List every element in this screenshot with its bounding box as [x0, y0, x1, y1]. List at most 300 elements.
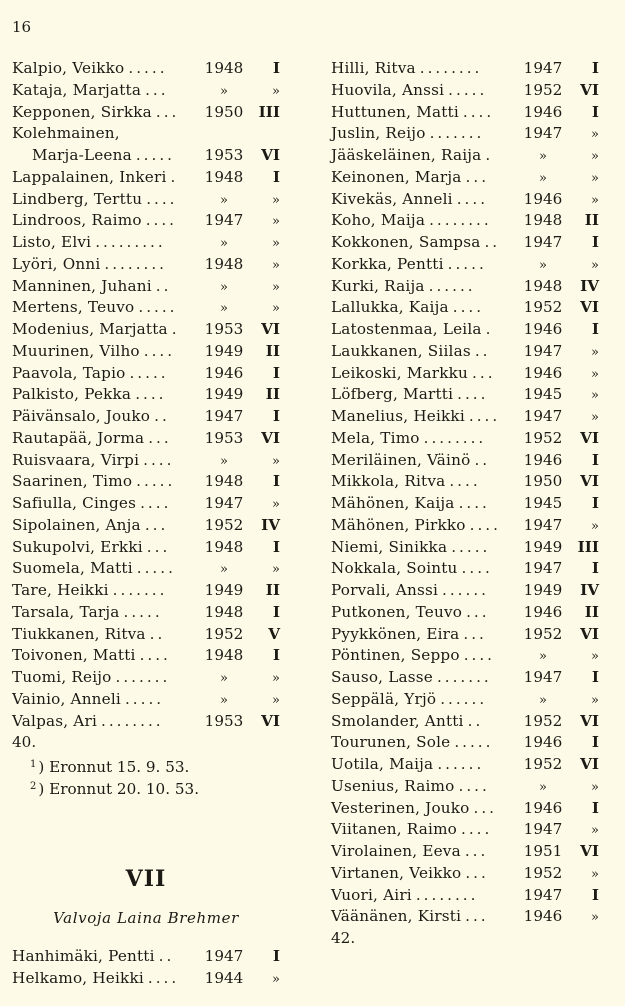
student-name: Kivekäs, Anneli: [331, 189, 453, 208]
student-name: Leikoski, Markku: [331, 363, 469, 382]
student-name: Latostenmaa, Leila: [331, 320, 482, 338]
list-item: [12, 428, 280, 450]
entry-year: »: [539, 692, 547, 708]
leader-dots: ........: [419, 59, 483, 77]
list-item: [331, 167, 599, 189]
list-item: [12, 319, 280, 341]
entry-year: 1946: [523, 907, 563, 926]
student-name: Manninen, Juhani: [12, 276, 152, 295]
class-grade: I: [591, 320, 599, 338]
entry-year: 1952: [523, 624, 563, 643]
left-entries-list: [12, 58, 280, 732]
class-grade: VI: [261, 428, 280, 447]
list-item: [331, 689, 599, 711]
list-item: [12, 580, 280, 602]
list-item: [12, 493, 280, 515]
student-name: Huovila, Anssi: [331, 80, 445, 99]
leader-dots: ..: [474, 450, 491, 469]
student-name: Mertens, Teuvo: [12, 298, 135, 317]
entry-year: »: [220, 562, 228, 578]
list-item: [331, 363, 599, 385]
list-item: [12, 297, 280, 319]
list-item: [331, 580, 599, 602]
leader-dots: ...: [155, 102, 180, 121]
leader-dots: .....: [128, 59, 168, 77]
right-column: [331, 58, 599, 950]
entry-year: 1948: [204, 537, 244, 556]
list-item: [331, 80, 599, 102]
class-grade: »: [272, 257, 280, 273]
class-grade: I: [591, 494, 599, 512]
class-grade: »: [591, 866, 599, 882]
footnote-text: Eronnut 20. 10. 53.: [49, 779, 200, 798]
leader-dots: ........: [104, 254, 168, 273]
student-name: Sipolainen, Anja: [12, 515, 141, 534]
leader-dots: ....: [457, 385, 489, 404]
list-item: [331, 384, 599, 406]
student-name: Mähönen, Pirkko: [331, 515, 466, 534]
entry-year: 1947: [523, 820, 563, 839]
left-count: 40.: [12, 733, 37, 752]
leader-dots: ...: [473, 798, 498, 817]
class-grade: I: [591, 885, 599, 904]
class-grade: I: [591, 798, 599, 817]
list-item: [331, 123, 599, 145]
student-name: Pöntinen, Seppo: [331, 646, 460, 665]
list-item: [331, 558, 599, 580]
list-item: [12, 254, 280, 276]
class-grade: »: [272, 236, 280, 251]
leader-dots: ...: [144, 515, 169, 534]
student-name: Putkonen, Teuvo: [331, 602, 463, 621]
list-item: [331, 297, 599, 319]
entry-year: 1946: [523, 798, 563, 817]
list-item: [12, 471, 280, 493]
leader-dots: ....: [461, 820, 493, 839]
student-name: Sukupolvi, Erkki: [12, 537, 143, 556]
student-name: Lyöri, Onni: [12, 254, 101, 273]
entry-year: 1948: [523, 276, 563, 295]
leader-dots: .....: [454, 733, 494, 752]
right-count: 42.: [331, 929, 356, 947]
section-entries-list: [12, 946, 280, 990]
list-item: [331, 645, 599, 667]
page-number: 16: [12, 18, 32, 36]
class-grade: II: [584, 602, 599, 621]
student-name: Lappalainen, Inkeri: [12, 167, 167, 186]
entry-year: 1952: [523, 428, 563, 447]
student-name: Kolehmainen,: [12, 124, 120, 143]
entry-year: 1947: [204, 407, 244, 425]
class-grade: »: [591, 410, 599, 425]
entry-year: 1947: [204, 211, 244, 230]
class-grade: »: [272, 671, 280, 686]
entry-year: 1947: [523, 124, 563, 143]
class-grade: I: [272, 646, 280, 665]
student-name: Tarsala, Tarja: [12, 602, 120, 621]
leader-dots: ..: [155, 276, 172, 295]
student-name: Saarinen, Timo: [12, 472, 133, 491]
class-grade: VI: [580, 80, 599, 99]
leader-dots: .....: [124, 689, 165, 708]
leader-dots: .....: [138, 298, 178, 317]
list-item: [12, 341, 280, 363]
student-name: Kurki, Raija: [331, 276, 425, 295]
entry-year: 1948: [204, 646, 244, 665]
student-name: Vainio, Anneli: [12, 689, 121, 708]
entry-year: 1944: [204, 968, 244, 987]
entry-year: 1952: [204, 515, 244, 534]
leader-dots: ..: [484, 233, 501, 251]
class-grade: I: [272, 947, 280, 965]
leader-dots: ........: [423, 428, 487, 447]
list-item: [331, 732, 599, 754]
class-grade: IV: [261, 515, 280, 534]
leader-dots: ...: [463, 624, 487, 643]
list-item: [12, 384, 280, 406]
list-item: [331, 145, 599, 167]
section-heading: VII: [125, 866, 167, 892]
list-item: [331, 450, 599, 472]
footnote-marker: 2: [30, 780, 37, 792]
leader-dots: ......: [440, 689, 488, 708]
student-name: Suomela, Matti: [12, 559, 133, 578]
student-name: Kalpio, Veikko: [12, 59, 125, 77]
list-item: [12, 102, 280, 124]
list-item: [331, 667, 599, 689]
student-name: Safiulla, Cinges: [12, 494, 137, 512]
student-name: Löfberg, Martti: [331, 385, 454, 404]
list-item: [331, 428, 599, 450]
student-name: Usenius, Raimo: [331, 776, 455, 795]
entry-year: 1947: [523, 515, 563, 534]
leader-dots: ......: [442, 581, 489, 599]
class-grade: I: [591, 59, 599, 77]
leader-dots: ....: [145, 211, 177, 230]
list-item: [12, 645, 280, 667]
class-grade: »: [591, 823, 599, 839]
class-grade: II: [265, 341, 280, 360]
list-item: [331, 841, 599, 863]
entry-year: »: [539, 649, 547, 665]
student-name: Marja-Leena: [32, 146, 132, 164]
list-item: [331, 276, 599, 298]
class-grade: I: [272, 537, 280, 556]
list-item: [12, 558, 280, 580]
leader-dots: .: [170, 167, 179, 186]
list-item: [331, 254, 599, 276]
class-grade: I: [272, 59, 280, 77]
class-grade: I: [272, 407, 280, 425]
entry-year: 1950: [204, 102, 244, 121]
footnote-2: [12, 776, 280, 798]
entry-year: 1948: [204, 59, 244, 77]
entry-year: 1948: [204, 472, 244, 491]
leader-dots: .....: [136, 559, 176, 578]
list-item: [12, 58, 280, 80]
leader-dots: ....: [461, 559, 493, 578]
leader-dots: ....: [135, 385, 167, 404]
list-item: [12, 667, 280, 689]
entry-year: 1948: [523, 211, 563, 230]
leader-dots: .......: [115, 668, 171, 686]
student-name: Toivonen, Matti: [12, 646, 136, 665]
leader-dots: ........: [101, 711, 164, 730]
student-name: Rautapää, Jorma: [12, 428, 145, 447]
leader-dots: ...: [472, 363, 496, 382]
class-grade: »: [272, 83, 280, 99]
entry-year: 1947: [523, 885, 563, 904]
entry-year: 1946: [523, 363, 563, 382]
class-grade: »: [591, 192, 599, 208]
leader-dots: ..: [158, 947, 175, 965]
student-name: Keinonen, Marja: [331, 167, 462, 186]
student-name: Kokkonen, Sampsa: [331, 233, 481, 251]
student-name: Ruisvaara, Virpi: [12, 450, 140, 469]
entry-year: 1949: [204, 341, 244, 360]
list-item: [331, 602, 599, 624]
leader-dots: ....: [469, 515, 501, 534]
leader-dots: ...: [145, 80, 169, 99]
entry-year: 1948: [204, 167, 244, 186]
student-name: Korkka, Pentti: [331, 254, 444, 273]
leader-dots: .....: [135, 146, 175, 164]
list-item: [331, 798, 599, 820]
entry-year: 1947: [523, 559, 563, 578]
student-name: Lindberg, Terttu: [12, 189, 143, 208]
student-name: Väänänen, Kirsti: [331, 907, 462, 926]
entry-year: 1945: [523, 494, 563, 512]
class-grade: V: [268, 624, 280, 643]
leader-dots: ...: [465, 167, 490, 186]
list-item: [12, 276, 280, 298]
entry-year: 1953: [204, 146, 244, 164]
class-grade: VI: [580, 711, 599, 730]
student-name: Meriläinen, Väinö: [331, 450, 471, 469]
student-name: Listo, Elvi: [12, 233, 92, 251]
student-name: Tourunen, Sole: [331, 733, 451, 752]
entry-year: 1947: [523, 59, 563, 77]
list-item: [331, 624, 599, 646]
leader-dots: ...: [465, 863, 489, 882]
leader-dots: ...: [148, 428, 172, 447]
list-item: [331, 210, 599, 232]
leader-dots: .......: [429, 124, 485, 143]
class-grade: VI: [580, 842, 599, 860]
leader-dots: .......: [436, 668, 492, 686]
leader-dots: .........: [95, 233, 166, 251]
leader-dots: ....: [139, 646, 171, 665]
student-name: Hanhimäki, Pentti: [12, 947, 155, 965]
leader-dots: ...: [464, 842, 489, 860]
student-name: Smolander, Antti: [331, 711, 464, 730]
list-item: [331, 863, 599, 885]
class-grade: I: [591, 733, 599, 752]
student-name: Pyykkönen, Eira: [331, 624, 460, 643]
list-item: [331, 537, 599, 559]
list-item: [331, 406, 599, 428]
leader-dots: .....: [448, 80, 488, 99]
list-item: [331, 885, 599, 907]
leader-dots: .....: [129, 363, 169, 382]
class-grade: VI: [580, 755, 599, 773]
class-grade: »: [272, 453, 280, 469]
list-item: [331, 711, 599, 733]
entry-year: 1952: [523, 755, 563, 773]
entry-year: 1946: [523, 320, 563, 338]
class-grade: »: [272, 497, 280, 512]
class-grade: VI: [580, 428, 599, 447]
leader-dots: .....: [136, 472, 176, 491]
list-item: [12, 363, 280, 385]
list-item: [12, 189, 280, 211]
class-grade: »: [591, 649, 599, 665]
class-grade: »: [591, 910, 599, 926]
class-grade: II: [265, 581, 280, 599]
leader-dots: ......: [437, 755, 485, 773]
entry-year: 1952: [204, 624, 244, 643]
list-item: [12, 406, 280, 428]
student-name: Mikkola, Ritva: [331, 472, 446, 491]
footnote-paren: ): [38, 758, 45, 776]
class-grade: »: [591, 518, 599, 534]
class-grade: I: [272, 602, 280, 621]
class-grade: I: [272, 167, 280, 186]
class-grade: »: [591, 149, 599, 164]
entry-year: 1952: [523, 711, 563, 730]
class-grade: »: [591, 170, 599, 186]
leader-dots: ....: [463, 646, 495, 665]
list-item: [331, 232, 599, 254]
student-name: Modenius, Marjatta: [12, 320, 168, 338]
class-grade: »: [272, 192, 280, 208]
class-grade: I: [591, 102, 599, 121]
entry-year: 1946: [523, 102, 563, 121]
class-grade: III: [258, 102, 280, 121]
entry-year: 1947: [523, 668, 563, 686]
entry-year: »: [220, 692, 228, 708]
leader-dots: ........: [429, 211, 492, 230]
student-name: Lindroos, Raimo: [12, 211, 142, 230]
entry-year: »: [220, 192, 228, 208]
leader-dots: ....: [147, 968, 180, 987]
list-item: [331, 189, 599, 211]
student-name: Mela, Timo: [331, 428, 420, 447]
leader-dots: ..: [149, 624, 166, 643]
student-name: Kepponen, Sirkka: [12, 102, 152, 121]
student-name: Päivänsalo, Jouko: [12, 407, 151, 425]
student-name: Nokkala, Sointu: [331, 559, 458, 578]
list-item: [12, 946, 280, 968]
entry-year: 1947: [204, 494, 244, 512]
list-item: [331, 515, 599, 537]
footnote-1: [12, 754, 280, 776]
entry-year: »: [220, 83, 228, 99]
leader-dots: ....: [449, 472, 481, 491]
student-name: Uotila, Maija: [331, 755, 434, 773]
student-name: Tuomi, Reijo: [12, 668, 112, 686]
list-item: [12, 968, 280, 990]
entry-year: »: [220, 301, 228, 317]
student-name: Sauso, Lasse: [331, 668, 433, 686]
class-grade: VI: [580, 472, 599, 491]
entry-year: 1948: [204, 254, 244, 273]
entry-year: 1949: [523, 537, 563, 556]
leader-dots: ....: [456, 189, 489, 208]
entry-year: »: [220, 671, 228, 686]
leader-dots: ....: [146, 189, 178, 208]
leader-dots: ....: [468, 407, 501, 425]
list-item: [12, 515, 280, 537]
student-name: Palkisto, Pekka: [12, 385, 132, 404]
entry-year: 1946: [523, 733, 563, 752]
footnote-paren: ): [38, 779, 45, 798]
list-item: [331, 819, 599, 841]
entry-year: »: [539, 149, 547, 164]
class-grade: VI: [580, 624, 599, 643]
entry-year: »: [539, 779, 547, 795]
student-name: Vesterinen, Jouko: [331, 798, 470, 817]
student-name: Lallukka, Kaija: [331, 298, 449, 317]
entry-year: 1952: [523, 80, 563, 99]
student-name: Kataja, Marjatta: [12, 80, 142, 99]
leader-dots: .: [485, 320, 494, 338]
list-item: [12, 80, 280, 102]
class-grade: »: [591, 779, 599, 795]
entry-year: »: [220, 236, 228, 251]
class-grade: »: [272, 692, 280, 708]
list-item: [12, 689, 280, 711]
student-name: Paavola, Tapio: [12, 363, 126, 382]
student-name: Viitanen, Raimo: [331, 820, 458, 839]
class-grade: »: [591, 366, 599, 382]
student-name: Helkamo, Heikki: [12, 968, 144, 987]
entry-year: 1946: [204, 363, 244, 382]
leader-dots: ....: [458, 776, 490, 795]
entry-year: 1946: [523, 450, 563, 469]
entry-year: »: [220, 453, 228, 469]
leader-dots: ...: [466, 602, 490, 621]
class-grade: »: [272, 971, 280, 987]
list-item: [12, 450, 280, 472]
entry-year: 1951: [523, 842, 563, 860]
leader-dots: ....: [458, 494, 490, 512]
student-name: Porvali, Anssi: [331, 581, 439, 599]
entry-year: 1949: [204, 581, 244, 599]
class-grade: »: [272, 214, 280, 230]
list-item: [12, 537, 280, 559]
leader-dots: .: [171, 320, 180, 338]
entry-year: 1952: [523, 298, 563, 317]
leader-dots: ....: [462, 102, 495, 121]
class-grade: I: [591, 668, 599, 686]
entry-year: 1947: [523, 407, 563, 425]
student-name: Seppälä, Yrjö: [331, 689, 437, 708]
entry-year: 1947: [523, 233, 563, 251]
entry-year: 1949: [523, 581, 563, 599]
leader-dots: ......: [428, 276, 476, 295]
entry-year: 1953: [204, 428, 244, 447]
leader-dots: .....: [447, 254, 487, 273]
entry-year: 1947: [523, 341, 563, 360]
list-item: [12, 210, 280, 232]
list-item: [331, 754, 599, 776]
list-item: [12, 624, 280, 646]
class-grade: »: [591, 257, 599, 273]
class-grade: IV: [580, 276, 599, 295]
leader-dots: .....: [451, 537, 491, 556]
class-grade: I: [591, 450, 599, 469]
